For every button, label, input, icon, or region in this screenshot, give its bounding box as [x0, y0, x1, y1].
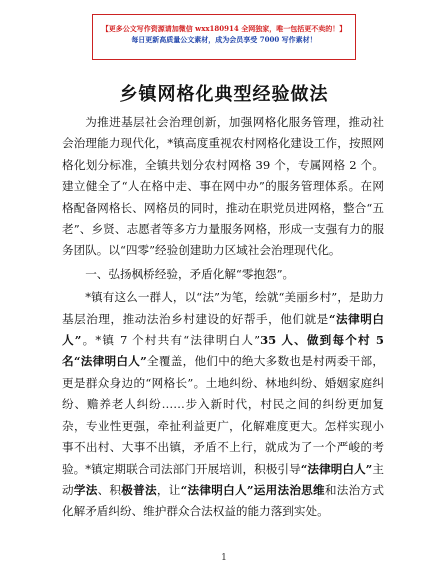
bold-run: “法律明白人” — [62, 311, 384, 348]
bold-run: 学法 — [73, 482, 98, 497]
text-run: 全覆盖，他们中的绝大多数也是村两委干部，更是群众身边的“网格长”。土地纠纷、林地纠纷、婚姻家庭纠纷、赡养老人纠纷……步入新时代，村民之间的纠纷更加复杂，专业性更强，牵扯利益更广，化解难度更大。怎样实现小事不出村、大事不出镇，矛盾不上行，就成为了一个严峻的考验。*镇定期联合司法部门开展培训，积极引导 — [62, 354, 384, 476]
paragraph-legal-experts — [62, 287, 384, 522]
bold-run: 极普法 — [121, 482, 157, 497]
text-run: *镇有这么一群人，以“法”为笔，绘就“美丽乡村”，是助力基层治理，推动法治乡村建设的好帮手，他们就是 — [62, 290, 384, 326]
banner-line-2: 每日更新高质量公文素材，成为会员享受 7000 写作素材！ — [131, 35, 317, 44]
text-run: 主动 — [62, 461, 384, 497]
bold-run: 35 人、做到每个村 5 名“法律明白人” — [62, 333, 385, 369]
document-title: 乡镇网格化典型经验做法 — [119, 84, 329, 105]
bold-run: “法律明白人” — [300, 461, 373, 476]
banner-line-1: 【更多公文写作资源请加微信 wxx180914 全网独家，唯一包括更不卖的！】 — [101, 24, 347, 33]
promo-banner — [92, 14, 356, 60]
text-run: ，让 — [156, 482, 181, 497]
document-body — [62, 112, 384, 523]
text-run: 。*镇 7 个村共有“法律明白人” — [81, 333, 261, 348]
text-run: 和法治方式化解矛盾纠纷、维护群众合法权益的能力落到实处。 — [62, 482, 384, 519]
page-number: 1 — [221, 553, 227, 563]
bold-run: “法律明白人”运用法治思维 — [180, 482, 325, 497]
section-heading-1: 一、弘扬枫桥经验，矛盾化解“零抱怨”。 — [85, 266, 295, 281]
text-run: 、积 — [97, 482, 122, 497]
paragraph-intro: 为推进基层社会治理创新，加强网格化服务管理，推动社会治理能力现代化，*镇高度重视农村网格化建设工作，按照网格化划分标准，全镇共划分农村网格 39 个，专属网格 2 个。建立健全了“人在格中走、事在网中办”的服务管理体系。在网格配备网格长、网格员的同时，推动在职党员进网格，整合“五老”、乡贤、志愿者等多方力量服务网格，形成一支强有力的服务团队。以“四零”经验创建助力区域社会治理现代化。 — [62, 115, 384, 258]
